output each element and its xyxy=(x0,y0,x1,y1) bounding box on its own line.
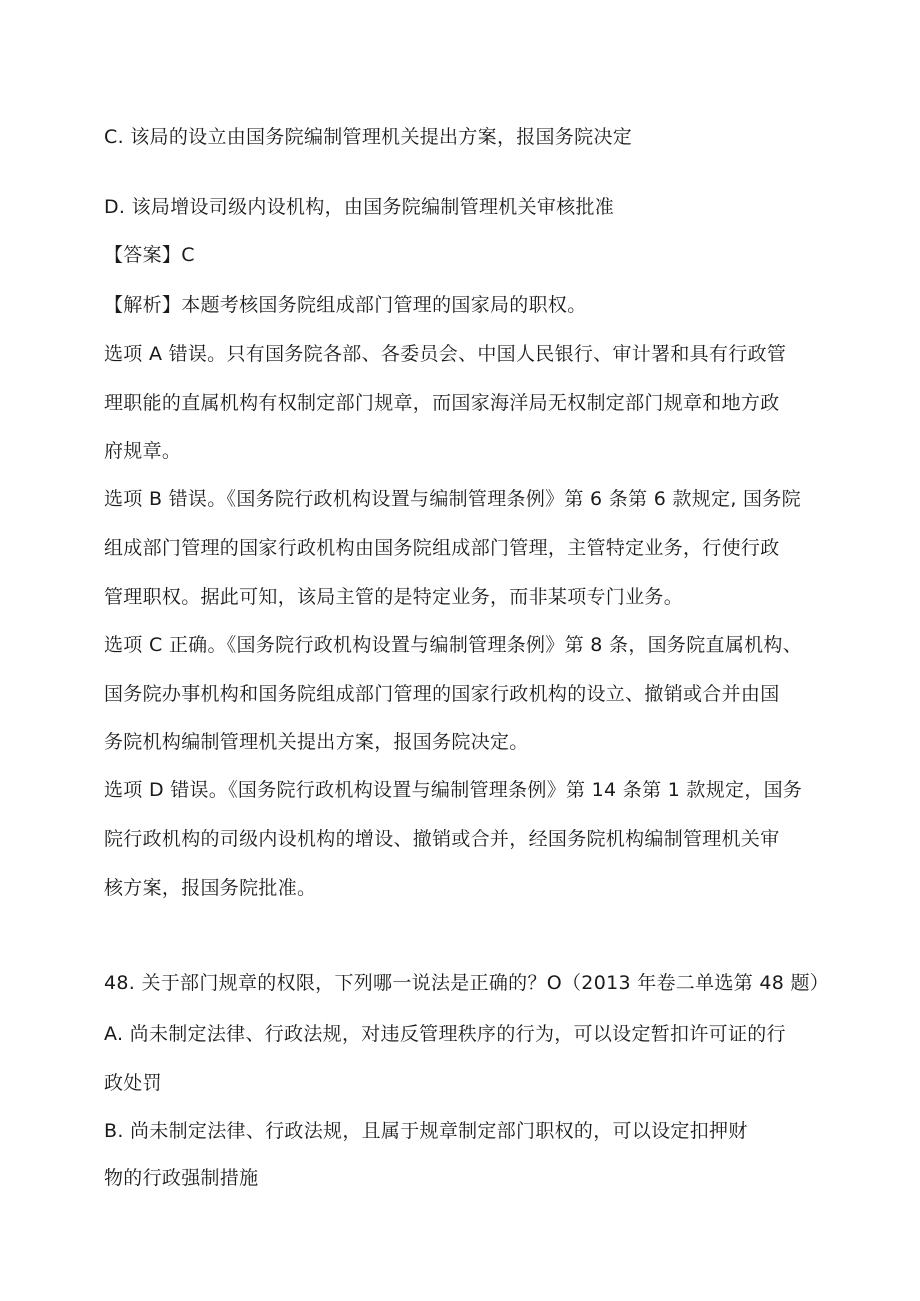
analysis-a-line-3: 府规章。 xyxy=(104,440,182,462)
analysis-c-line-1: 选项 C 正确。《国务院行政机构设置与编制管理条例》第 8 条，国务院直属机构、 xyxy=(104,634,803,656)
option-a-line-2: 政处罚 xyxy=(104,1072,162,1094)
option-a-line-1: A. 尚未制定法律、行政法规，对违反管理秩序的行为，可以设定暂扣许可证的行 xyxy=(104,1023,786,1045)
analysis-b-line-3: 管理职权。据此可知，该局主管的是特定业务，而非某项专门业务。 xyxy=(104,586,684,608)
option-b-line-1: B. 尚未制定法律、行政法规，且属于规章制定部门职权的，可以设定扣押财 xyxy=(104,1120,748,1142)
analysis-d-line-3: 核方案，报国务院批准。 xyxy=(104,877,317,899)
answer-line: 【答案】C xyxy=(104,244,195,266)
option-b-line-2: 物的行政强制措施 xyxy=(104,1167,259,1189)
analysis-c-line-2: 国务院办事机构和国务院组成部门管理的国家行政机构的设立、撤销或合并由国 xyxy=(104,683,780,705)
analysis-a-line-2: 理职能的直属机构有权制定部门规章，而国家海洋局无权制定部门规章和地方政 xyxy=(104,392,780,414)
option-d-line: D. 该局增设司级内设机构，由国务院编制管理机关审核批准 xyxy=(104,196,615,218)
analysis-c-line-3: 务院机构编制管理机关提出方案，报国务院决定。 xyxy=(104,731,529,753)
analysis-d-line-2: 院行政机构的司级内设机构的增设、撤销或合并，经国务院机构编制管理机关审 xyxy=(104,828,780,850)
analysis-d-line-1: 选项 D 错误。《国务院行政机构设置与编制管理条例》第 14 条第 1 款规定，国务 xyxy=(104,779,803,801)
analysis-b-line-2: 组成部门管理的国家行政机构由国务院组成部门管理，主管特定业务，行使行政 xyxy=(104,537,780,559)
option-c-line: C. 该局的设立由国务院编制管理机关提出方案，报国务院决定 xyxy=(104,126,633,148)
analysis-heading-line: 【解析】本题考核国务院组成部门管理的国家局的职权。 xyxy=(104,294,587,316)
analysis-a-line-1: 选项 A 错误。只有国务院各部、各委员会、中国人民银行、审计署和具有行政管 xyxy=(104,343,787,365)
question-48-line: 48. 关于部门规章的权限，下列哪一说法是正确的？O（2013 年卷二单选第 48 题） xyxy=(104,972,830,994)
analysis-b-line-1: 选项 B 错误。《国务院行政机构设置与编制管理条例》第 6 条第 6 款规定, 国务院 xyxy=(104,488,801,510)
